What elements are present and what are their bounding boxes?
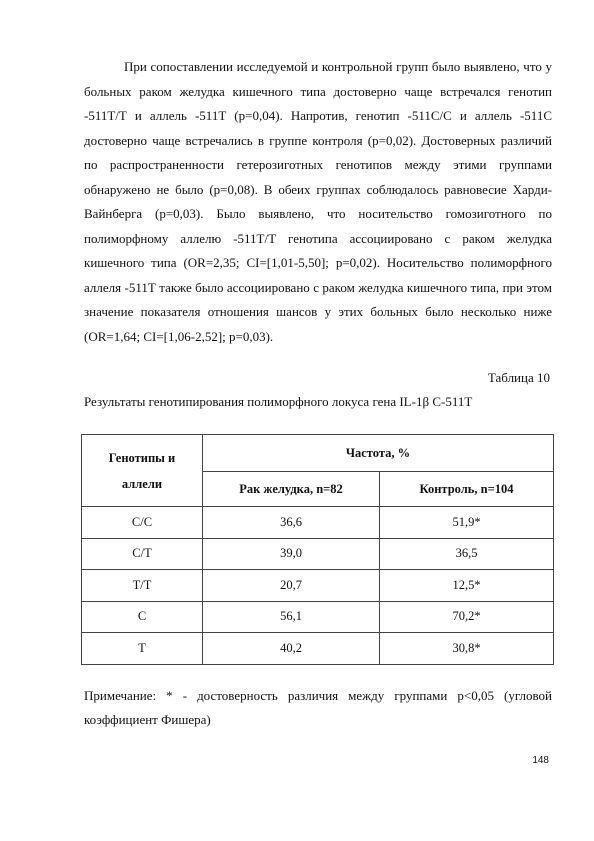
- header-frequency: Частота, %: [203, 435, 554, 472]
- table-row: [82, 570, 554, 602]
- header-genotypes-line1: Генотипы и: [108, 450, 176, 465]
- cell-cancer: 40,2: [203, 633, 380, 665]
- cell-cancer: 39,0: [203, 538, 380, 570]
- cell-genotype: T: [82, 633, 203, 665]
- cell-cancer: 36,6: [203, 507, 380, 539]
- cell-control: 51,9*: [380, 507, 554, 539]
- table-row: [82, 507, 554, 539]
- cell-control: 36,5: [380, 538, 554, 570]
- header-genotypes-alleles: [82, 435, 203, 507]
- page-number: 148: [532, 755, 549, 766]
- table-number-label: Таблица 10: [487, 370, 550, 385]
- table-row: [82, 538, 554, 570]
- cell-genotype: C: [82, 601, 203, 633]
- cell-genotype: T/T: [82, 570, 203, 602]
- genotyping-results-table: [81, 434, 554, 665]
- cell-control: 12,5*: [380, 570, 554, 602]
- cell-cancer: 20,7: [203, 570, 380, 602]
- table-caption: Результаты генотипирования полиморфного локуса гена IL-1β C-511T: [84, 394, 473, 409]
- table-row: [82, 601, 554, 633]
- cell-genotype: C/C: [82, 507, 203, 539]
- body-paragraph: При сопоставлении исследуемой и контрольной групп было выявлено, что у больных раком желудка кишечного типа достоверно чаще встречался генотип -511Т/Т и аллель -511Т (р=0,04). Напротив, генотип -511С/С и аллель -511С достоверно чаще встречались в группе контроля (р=0,02). Достоверных различий по распространенности гетерозиготных генотипов между этими группами обнаружено не было (р=0,08). В обеих группах соблюдалось равновесие Харди-Вайнберга (р=0,03). Было выявлено, что носительство гомозиготного по полиморфному аллелю -511Т/Т генотипа ассоциировано с раком желудка кишечного типа (OR=2,35; CI=[1,01-5,50]; р=0,02). Носительство полиморфного аллеля -511Т также было ассоциировано с раком желудка кишечного типа, при этом значение показателя отношения шансов у этих больных было несколько ниже (OR=1,64; CI=[1,06-2,52]; р=0,03).: [84, 59, 552, 344]
- cell-control: 30,8*: [380, 633, 554, 665]
- table-note: Примечание: * - достоверность различия между группами р<0,05 (угловой коэффициент Фишера): [84, 688, 552, 727]
- cell-cancer: 56,1: [203, 601, 380, 633]
- cell-genotype: C/T: [82, 538, 203, 570]
- header-genotypes-line2: аллели: [121, 476, 163, 491]
- header-cancer-group: Рак желудка, n=82: [203, 472, 380, 507]
- header-control-group: Контроль, n=104: [380, 472, 554, 507]
- cell-control: 70,2*: [380, 601, 554, 633]
- table-row: [82, 633, 554, 665]
